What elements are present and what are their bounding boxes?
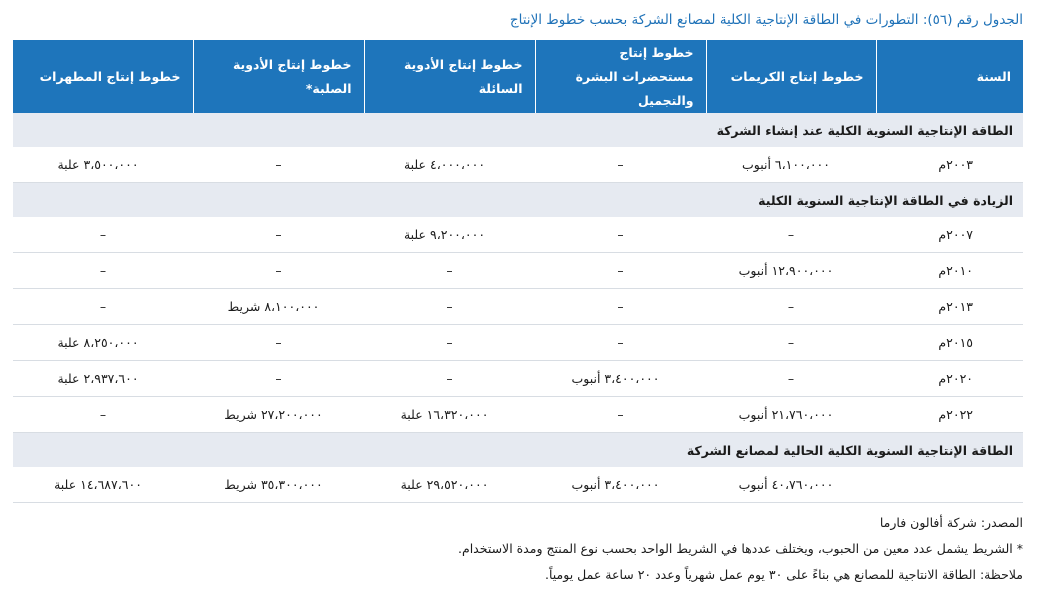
cell-solid: ٢٧،٢٠٠،٠٠٠ شريط bbox=[193, 397, 364, 433]
table-row bbox=[13, 217, 1023, 253]
remark-note: ملاحظة: الطاقة الانتاجية للمصانع هي بناءً على ٣٠ يوم عمل شهرياً وعدد ٢٠ ساعة عمل يومياً. bbox=[545, 567, 1023, 582]
cell-liquid: ١٦،٣٢٠،٠٠٠ علبة bbox=[364, 397, 535, 433]
cell-disinfectants: – bbox=[13, 217, 193, 253]
table-row bbox=[13, 253, 1023, 289]
cell-disinfectants: ٨،٢٥٠،٠٠٠ علبة bbox=[13, 325, 193, 361]
cell-solid: – bbox=[193, 361, 364, 397]
cell-skincare: – bbox=[535, 289, 706, 325]
table-row bbox=[13, 147, 1023, 183]
cell-solid: ٨،١٠٠،٠٠٠ شريط bbox=[193, 289, 364, 325]
cell-skincare: – bbox=[535, 253, 706, 289]
table-row bbox=[13, 361, 1023, 397]
cell-liquid: – bbox=[364, 325, 535, 361]
cell-disinfectants: ١٤،٦٨٧،٦٠٠ علبة bbox=[13, 467, 193, 503]
cell-year: ٢٠٢٢م bbox=[876, 397, 1023, 433]
section-current-label: الطاقة الإنتاجية السنوية الكلية الحالية لمصانع الشركة bbox=[13, 433, 1023, 468]
cell-liquid: ٤،٠٠٠،٠٠٠ علبة bbox=[364, 147, 535, 183]
cell-liquid: – bbox=[364, 289, 535, 325]
table-row bbox=[13, 467, 1023, 503]
cell-year: ٢٠٢٠م bbox=[876, 361, 1023, 397]
cell-creams: – bbox=[706, 325, 876, 361]
cell-creams: ٢١،٧٦٠،٠٠٠ أنبوب bbox=[706, 397, 876, 433]
footnote: * الشريط يشمل عدد معين من الحبوب، ويختلف عددها في الشريط الواحد بحسب نوع المنتج ومدة الاستخدام. bbox=[458, 541, 1023, 556]
cell-year bbox=[876, 467, 1023, 503]
table-caption: الجدول رقم (٥٦): التطورات في الطاقة الإنتاجية الكلية لمصانع الشركة بحسب خطوط الإنتاج bbox=[509, 12, 1023, 28]
cell-skincare: ٣،٤٠٠،٠٠٠ أنبوب bbox=[535, 467, 706, 503]
cell-skincare: – bbox=[535, 147, 706, 183]
cell-disinfectants: – bbox=[13, 253, 193, 289]
cell-disinfectants: – bbox=[13, 397, 193, 433]
cell-creams: – bbox=[706, 289, 876, 325]
header-creams: خطوط إنتاج الكريمات bbox=[706, 40, 876, 113]
cell-solid: – bbox=[193, 325, 364, 361]
cell-year: ٢٠٠٧م bbox=[876, 217, 1023, 253]
cell-creams: ٤٠،٧٦٠،٠٠٠ أنبوب bbox=[706, 467, 876, 503]
table-notes bbox=[18, 512, 1023, 590]
cell-disinfectants: ٢،٩٣٧،٦٠٠ علبة bbox=[13, 361, 193, 397]
table-row bbox=[13, 325, 1023, 361]
cell-liquid: – bbox=[364, 253, 535, 289]
header-year: السنة bbox=[876, 40, 1023, 113]
cell-solid: – bbox=[193, 217, 364, 253]
header-liquid-medicines: خطوط إنتاج الأدوية السائلة bbox=[364, 40, 535, 113]
cell-year: ٢٠١٥م bbox=[876, 325, 1023, 361]
table-row bbox=[13, 397, 1023, 433]
cell-disinfectants: – bbox=[13, 289, 193, 325]
cell-liquid: ٢٩،٥٢٠،٠٠٠ علبة bbox=[364, 467, 535, 503]
table-header-row bbox=[13, 40, 1023, 113]
section-row bbox=[13, 433, 1023, 468]
cell-creams: ١٢،٩٠٠،٠٠٠ أنبوب bbox=[706, 253, 876, 289]
cell-year: ٢٠١٣م bbox=[876, 289, 1023, 325]
cell-liquid: – bbox=[364, 361, 535, 397]
cell-solid: – bbox=[193, 253, 364, 289]
cell-liquid: ٩،٢٠٠،٠٠٠ علبة bbox=[364, 217, 535, 253]
header-disinfectants: خطوط إنتاج المطهرات bbox=[13, 40, 193, 113]
section-increase-label: الزيادة في الطاقة الإنتاجية السنوية الكلية bbox=[13, 183, 1023, 218]
cell-creams: – bbox=[706, 361, 876, 397]
cell-year: ٢٠٠٣م bbox=[876, 147, 1023, 183]
section-row bbox=[13, 113, 1023, 147]
cell-skincare: – bbox=[535, 217, 706, 253]
header-skincare: خطوط إنتاج مستحضرات البشرة والتجميل bbox=[535, 40, 706, 113]
cell-disinfectants: ٣،٥٠٠،٠٠٠ علبة bbox=[13, 147, 193, 183]
section-row bbox=[13, 183, 1023, 218]
source-note: المصدر: شركة أفالون فارما bbox=[879, 515, 1023, 530]
cell-solid: – bbox=[193, 147, 364, 183]
cell-solid: ٣٥،٣٠٠،٠٠٠ شريط bbox=[193, 467, 364, 503]
cell-skincare: – bbox=[535, 325, 706, 361]
cell-creams: ٦،١٠٠،٠٠٠ أنبوب bbox=[706, 147, 876, 183]
table-row bbox=[13, 289, 1023, 325]
cell-creams: – bbox=[706, 217, 876, 253]
cell-skincare: – bbox=[535, 397, 706, 433]
capacity-table bbox=[13, 40, 1023, 503]
cell-skincare: ٣،٤٠٠،٠٠٠ أنبوب bbox=[535, 361, 706, 397]
section-initial-label: الطاقة الإنتاجية السنوية الكلية عند إنشاء الشركة bbox=[13, 113, 1023, 147]
header-solid-medicines: خطوط إنتاج الأدوية الصلبة* bbox=[193, 40, 364, 113]
cell-year: ٢٠١٠م bbox=[876, 253, 1023, 289]
